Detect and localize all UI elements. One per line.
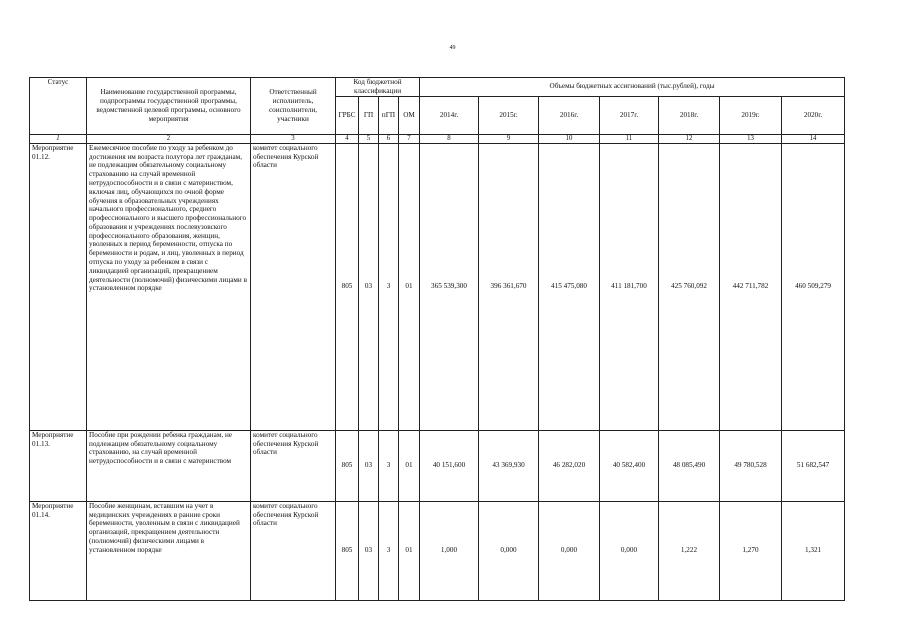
- header-code-group: Код бюджетной классификации: [336, 78, 420, 97]
- header-code-gp: ГП: [359, 96, 379, 134]
- column-number: 9: [479, 134, 539, 143]
- row-value-2018: 48 085,490: [659, 430, 720, 501]
- header-code-pgp: пГП: [379, 96, 399, 134]
- column-number: 13: [720, 134, 782, 143]
- row-value-2016: 46 282,020: [539, 430, 600, 501]
- row-status: Мероприятие 01.14.: [30, 501, 87, 600]
- row-status: Мероприятие 01.13.: [30, 430, 87, 501]
- row-code-gp: 03: [359, 501, 379, 600]
- row-value-2014: 365 539,300: [420, 143, 479, 430]
- row-responsible: комитет социального обеспечения Курской области: [251, 430, 336, 501]
- row-code-pgp: 3: [379, 143, 399, 430]
- column-number: 6: [379, 134, 399, 143]
- row-name: Пособие женщинам, вставшим на учет в медицинских учреждениях в ранние сроки беременности, уволенным в связи с ликвидацией организаций, прекращением деятельности (полномочий) физическими лицами в установленном порядке: [87, 501, 251, 600]
- row-value-2017: 0,000: [600, 501, 659, 600]
- row-code-grbs: 805: [336, 501, 359, 600]
- row-value-2015: 396 361,670: [479, 143, 539, 430]
- column-number: 8: [420, 134, 479, 143]
- row-name: Пособие при рождении ребенка гражданам, не подлежащим обязательному социальному страхованию, на случай временной нетрудоспособности и в связи с материнством: [87, 430, 251, 501]
- header-year: 2014г.: [420, 96, 479, 134]
- row-responsible: комитет социального обеспечения Курской области: [251, 143, 336, 430]
- header-volume-group: Объемы бюджетных ассигнований (тыс.рублей), годы: [420, 78, 845, 97]
- table-row: [30, 430, 845, 501]
- column-number: 10: [539, 134, 600, 143]
- row-value-2019: 1,270: [720, 501, 782, 600]
- header-year: 2017г.: [600, 96, 659, 134]
- row-value-2020: 1,321: [782, 501, 845, 600]
- row-code-gp: 03: [359, 143, 379, 430]
- column-number: 3: [251, 134, 336, 143]
- row-code-om: 01: [399, 501, 420, 600]
- row-value-2014: 40 151,600: [420, 430, 479, 501]
- row-value-2015: 0,000: [479, 501, 539, 600]
- row-code-gp: 03: [359, 430, 379, 501]
- column-number: 5: [359, 134, 379, 143]
- column-number: 1: [30, 134, 87, 143]
- table-row: [30, 501, 845, 600]
- header-year: 2016г.: [539, 96, 600, 134]
- header-code-om: ОМ: [399, 96, 420, 134]
- header-year: 2020г.: [782, 96, 845, 134]
- header-name: Наименование государственной программы, подпрограммы государственной программы, ведомственной целевой программы, основного мероприятия: [87, 78, 251, 135]
- header-year: 2018г.: [659, 96, 720, 134]
- row-value-2018: 1,222: [659, 501, 720, 600]
- row-value-2018: 425 760,092: [659, 143, 720, 430]
- row-responsible: комитет социального обеспечения Курской области: [251, 501, 336, 600]
- row-value-2017: 40 582,400: [600, 430, 659, 501]
- row-value-2020: 51 682,547: [782, 430, 845, 501]
- budget-table: [29, 77, 845, 601]
- row-code-om: 01: [399, 143, 420, 430]
- column-number: 12: [659, 134, 720, 143]
- column-number: 11: [600, 134, 659, 143]
- row-value-2020: 460 509,279: [782, 143, 845, 430]
- row-value-2015: 43 369,930: [479, 430, 539, 501]
- page-number: 49: [449, 45, 456, 51]
- header-code-grbs: ГРБС: [336, 96, 359, 134]
- row-value-2019: 442 711,782: [720, 143, 782, 430]
- row-value-2014: 1,000: [420, 501, 479, 600]
- column-number: 4: [336, 134, 359, 143]
- row-code-grbs: 805: [336, 430, 359, 501]
- row-value-2016: 415 475,080: [539, 143, 600, 430]
- row-value-2016: 0,000: [539, 501, 600, 600]
- row-code-pgp: 3: [379, 501, 399, 600]
- row-value-2017: 411 181,700: [600, 143, 659, 430]
- row-code-grbs: 805: [336, 143, 359, 430]
- row-name: Ежемесячное пособие по уходу за ребенком до достижения им возраста полутора лет гражданам, не подлежащим обязательному социальному страхованию на случай временной нетрудоспособности и в связи с материнством, включая лиц, обучающихся по очной форме обучения в образовательных учреждениях начального профессионального, среднего профессионального и высшего профессионального образования и учреждениях послевузовского профессионального образования, женщин, уволенных в период беременности, отпуска по беременности и родам, и лиц, уволенных в период отпуска по уходу за ребенком в связи с ликвидацией организаций, прекращением деятельности (полномочий) физическими лицами в установленном порядке: [87, 143, 251, 430]
- header-year: 2019г.: [720, 96, 782, 134]
- row-code-pgp: 3: [379, 430, 399, 501]
- header-status: Статус: [30, 78, 87, 135]
- header-responsible: Ответственный исполнитель, соисполнители, участники: [251, 78, 336, 135]
- column-number: 14: [782, 134, 845, 143]
- row-code-om: 01: [399, 430, 420, 501]
- row-status: Мероприятие 01.12.: [30, 143, 87, 430]
- header-year: 2015г.: [479, 96, 539, 134]
- column-number: 7: [399, 134, 420, 143]
- column-number: 2: [87, 134, 251, 143]
- row-value-2019: 49 780,528: [720, 430, 782, 501]
- table-row: [30, 143, 845, 430]
